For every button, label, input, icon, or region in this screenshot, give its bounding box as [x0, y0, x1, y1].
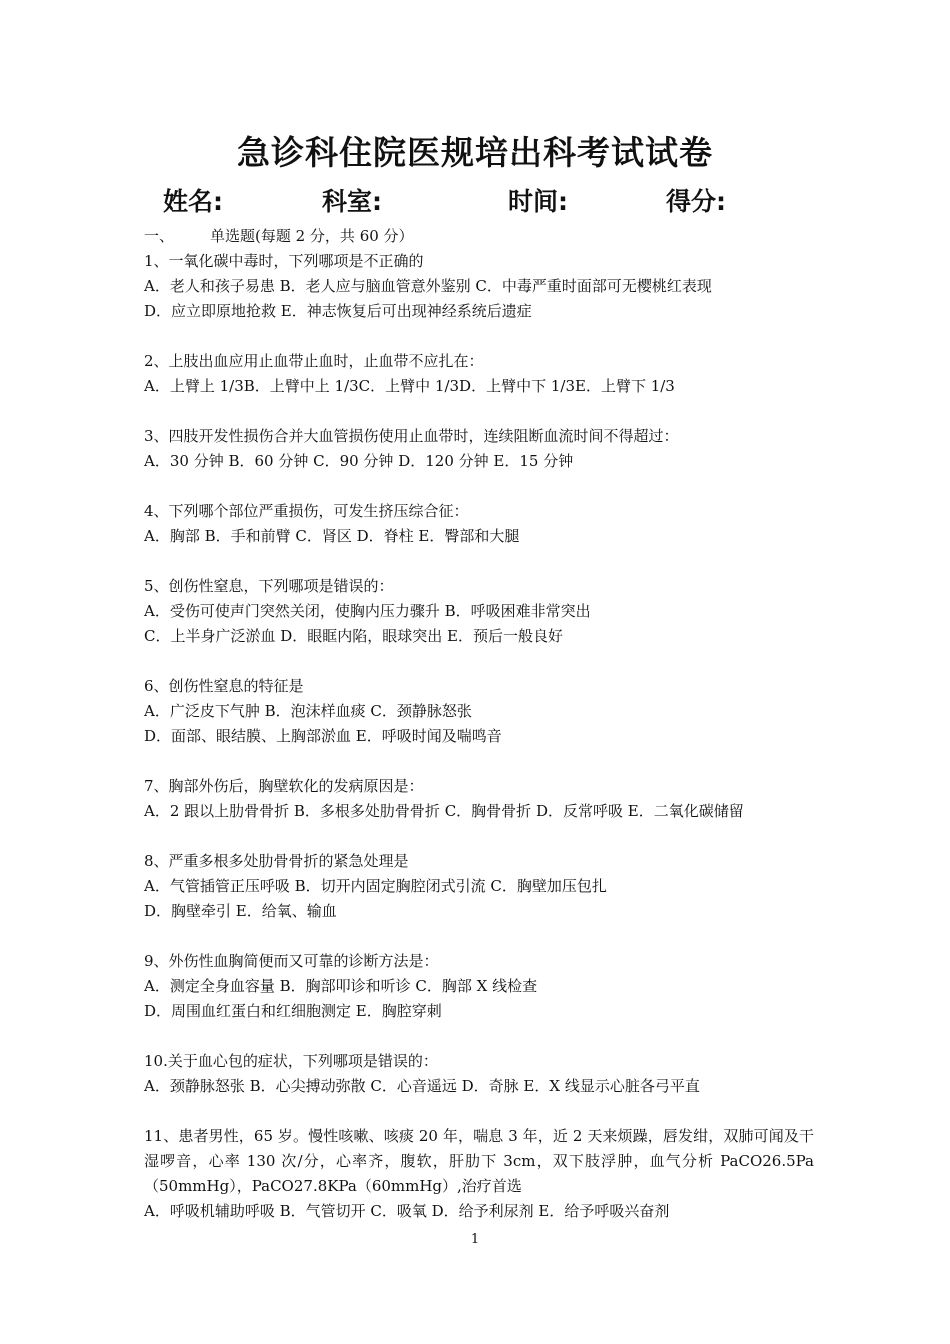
question-11: [144, 1124, 814, 1224]
question-options: A．气管插管正压呼吸 B．切开内固定胸腔闭式引流 C．胸壁加压包扎: [144, 877, 607, 895]
question-stem: 9、外伤性血胸简便而又可靠的诊断方法是：: [144, 952, 439, 970]
department-label: 科室:: [322, 187, 382, 216]
question-options: A．颈静脉怒张 B．心尖搏动弥散 C．心音遥远 D．奇脉 E．X 线显示心脏各弓平直: [144, 1077, 700, 1095]
question-stem: 2、上肢出血应用止血带止血时，止血带不应扎在：: [144, 352, 484, 370]
question-stem: 4、下列哪个部位严重损伤，可发生挤压综合征：: [144, 502, 469, 520]
time-label: 时间:: [508, 187, 568, 216]
question-stem: 11、患者男性，65 岁。慢性咳嗽、咳痰 20 年，喘息 3 年，近 2 天来烦躁，唇发绀，双肺可闻及干湿啰音，心率 130 次/分，心率齐，腹软，肝肋下 3cm，双下肢浮肿，血气分析 PaCO26.5Pa（50mmHg），PaCO27.8KPa（60mmHg）,治疗首选: [144, 1127, 814, 1195]
question-8: [144, 849, 814, 924]
question-options: A．广泛皮下气肿 B．泡沫样血痰 C．颈静脉怒张: [144, 702, 472, 720]
question-2: [144, 349, 814, 399]
score-label: 得分:: [666, 187, 726, 216]
question-options: D．胸壁牵引 E．给氧、输血: [144, 902, 337, 920]
question-options: A．老人和孩子易患 B．老人应与脑血管意外鉴别 C．中毒严重时面部可无樱桃红表现: [144, 277, 712, 295]
question-6: [144, 674, 814, 749]
question-stem: 7、胸部外伤后，胸壁软化的发病原因是：: [144, 777, 424, 795]
exam-content: [144, 224, 814, 1224]
question-4: [144, 499, 814, 549]
page-number: 1: [470, 1232, 480, 1247]
question-9: [144, 949, 814, 1024]
question-1: [144, 249, 814, 324]
question-stem: 8、严重多根多处肋骨骨折的紧急处理是: [144, 852, 409, 870]
question-3: [144, 424, 814, 474]
section-number: 一、: [144, 227, 175, 245]
question-options: A．30 分钟 B．60 分钟 C．90 分钟 D．120 分钟 E．15 分钟: [144, 452, 574, 470]
question-options: A．胸部 B．手和前臂 C．肾区 D．脊柱 E．臀部和大腿: [144, 527, 520, 545]
question-10: [144, 1049, 814, 1099]
name-label: 姓名:: [163, 187, 223, 216]
question-options: A．测定全身血容量 B．胸部叩诊和听诊 C．胸部 X 线检查: [144, 977, 538, 995]
question-options: A．呼吸机辅助呼吸 B．气管切开 C．吸氧 D．给予利尿剂 E．给予呼吸兴奋剂: [144, 1202, 670, 1220]
question-options: A．2 跟以上肋骨骨折 B．多根多处肋骨骨折 C．胸骨骨折 D．反常呼吸 E．二氧化碳储留: [144, 802, 744, 820]
exam-title: 急诊科住院医规培出科考试试卷: [237, 133, 713, 172]
question-stem: 1、一氧化碳中毒时，下列哪项是不正确的: [144, 252, 424, 270]
question-stem: 10.关于血心包的症状，下列哪项是错误的：: [144, 1052, 438, 1070]
question-stem: 5、创伤性窒息，下列哪项是错误的：: [144, 577, 394, 595]
question-options: A．上臂上 1/3B．上臂中上 1/3C．上臂中 1/3D．上臂中下 1/3E．上臂下 1/3: [144, 377, 675, 395]
question-options: D．面部、眼结膜、上胸部淤血 E．呼吸时闻及喘鸣音: [144, 727, 502, 745]
examinee-info-row: [0, 182, 950, 222]
question-7: [144, 774, 814, 824]
section-heading: [144, 224, 814, 249]
question-5: [144, 574, 814, 649]
question-list: [144, 249, 814, 1099]
question-stem: 6、创伤性窒息的特征是: [144, 677, 304, 695]
question-stem: 3、四肢开发性损伤合并大血管损伤使用止血带时，连续阻断血流时间不得超过：: [144, 427, 679, 445]
question-options: C．上半身广泛淤血 D．眼眶内陷，眼球突出 E．预后一般良好: [144, 627, 563, 645]
question-options: D．应立即原地抢救 E．神志恢复后可出现神经系统后遗症: [144, 302, 532, 320]
section-label: 单选题(每题 2 分，共 60 分）: [210, 227, 414, 245]
question-options: D．周围血红蛋白和红细胞测定 E．胸腔穿刺: [144, 1002, 442, 1020]
question-options: A．受伤可使声门突然关闭，使胸内压力骤升 B．呼吸困难非常突出: [144, 602, 591, 620]
